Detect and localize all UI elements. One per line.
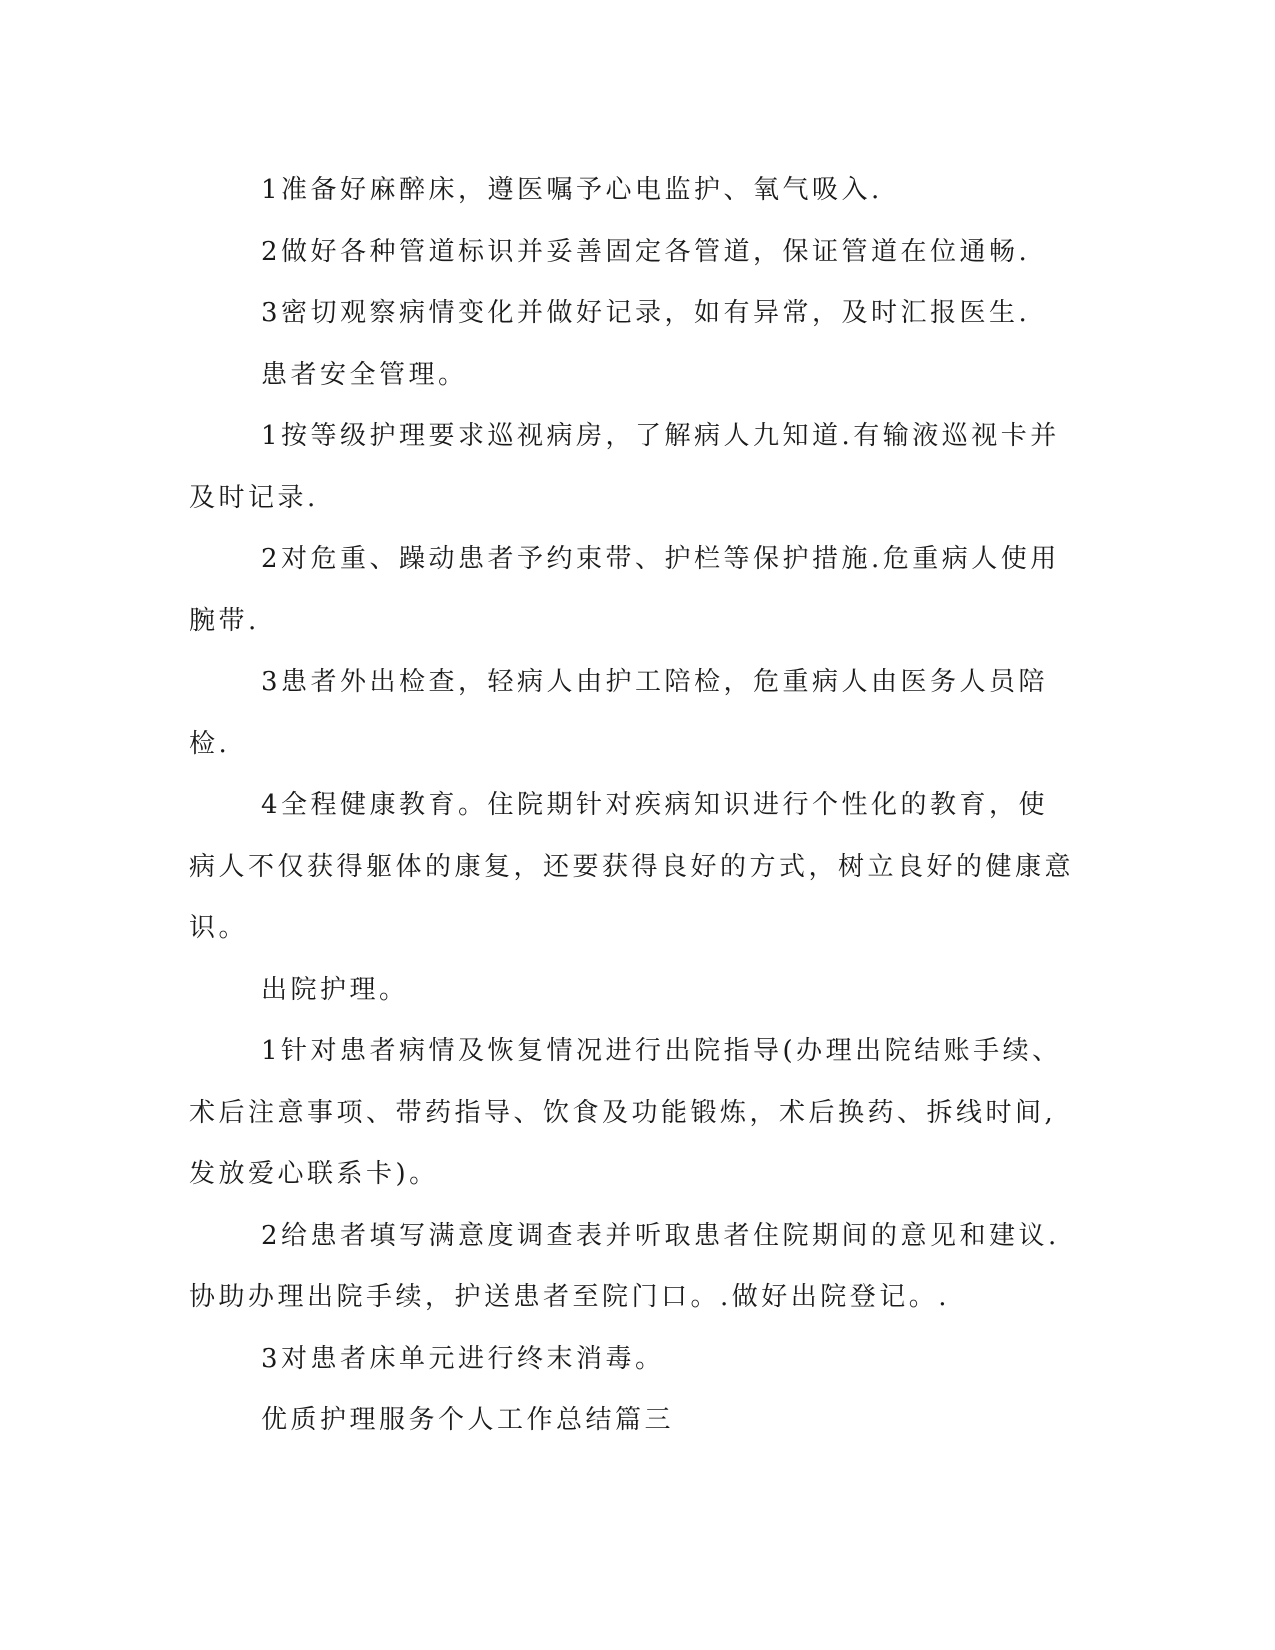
document-body	[189, 160, 1074, 1452]
paragraph-satisfaction-survey: 2给患者填写满意度调查表并听取患者住院期间的意见和建议.协助办理出院手续，护送患者至院门口。.做好出院登记。.	[189, 1220, 1060, 1312]
paragraph-external-exams: 3患者外出检查，轻病人由护工陪检，危重病人由医务人员陪检.	[189, 667, 1049, 759]
section-heading-summary-part-three: 优质护理服务个人工作总结篇三	[261, 1405, 675, 1435]
paragraph-observe-condition: 3密切观察病情变化并做好记录，如有异常，及时汇报医生.	[261, 298, 1031, 328]
paragraph-tube-labeling: 2做好各种管道标识并妥善固定各管道，保证管道在位通畅.	[261, 236, 1031, 267]
paragraph-terminal-disinfection: 3对患者床单元进行终末消毒。	[261, 1343, 665, 1374]
section-heading-patient-safety: 患者安全管理。	[261, 359, 468, 390]
paragraph-restraint-measures: 2对危重、躁动患者予约束带、护栏等保护措施.危重病人使用腕带.	[189, 544, 1060, 636]
paragraph-ward-rounds: 1按等级护理要求巡视病房，了解病人九知道.有输液巡视卡并及时记录.	[189, 421, 1060, 513]
paragraph-discharge-guidance: 1针对患者病情及恢复情况进行出院指导(办理出院结账手续、术后注意事项、带药指导、饮食及功能锻炼，术后换药、拆线时间,发放爱心联系卡)。	[189, 1036, 1062, 1189]
paragraph-health-education: 4全程健康教育。住院期针对疾病知识进行个性化的教育，使病人不仅获得躯体的康复，还要获得良好的方式，树立良好的健康意识。	[189, 790, 1075, 943]
paragraph-prepare-anesthesia-bed: 1准备好麻醉床，遵医嘱予心电监护、氧气吸入.	[261, 175, 883, 205]
section-heading-discharge-care: 出院护理。	[261, 974, 409, 1005]
